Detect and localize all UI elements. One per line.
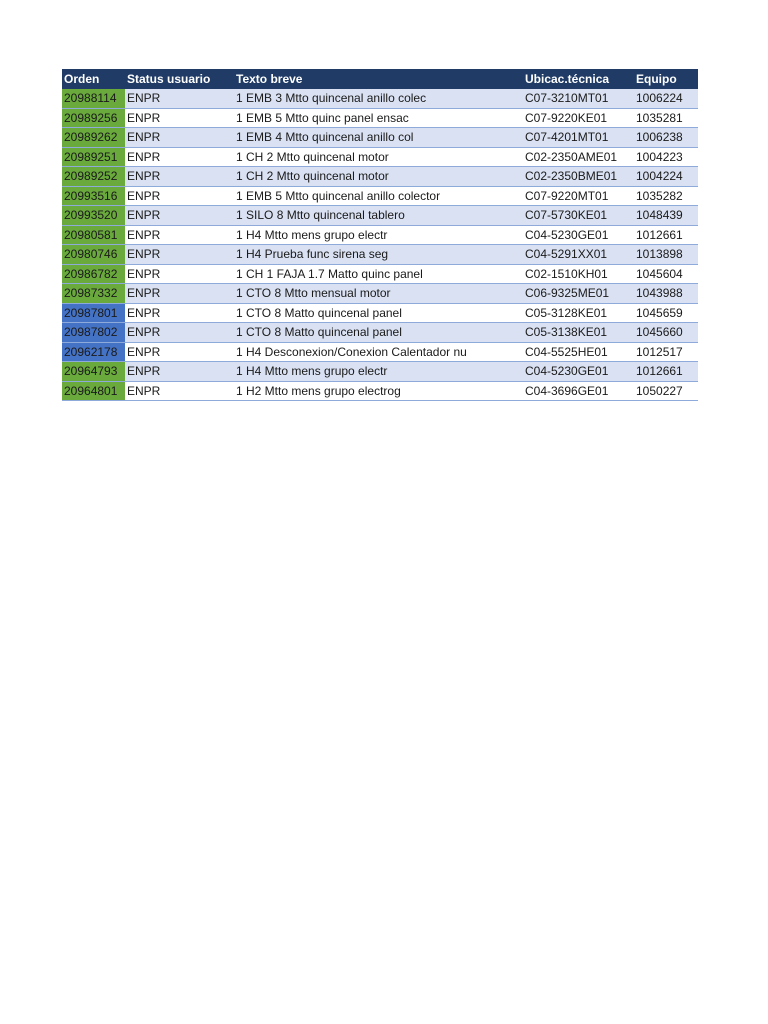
table-row	[62, 108, 698, 128]
cell-equipo[interactable]: 1048439	[634, 206, 698, 226]
cell-equipo[interactable]: 1004224	[634, 167, 698, 187]
cell-ubicacion-tecnica[interactable]: C07-9220MT01	[523, 186, 634, 206]
cell-texto-breve[interactable]: 1 SILO 8 Mtto quincenal tablero	[234, 206, 523, 226]
cell-status-usuario[interactable]: ENPR	[125, 264, 234, 284]
cell-status-usuario[interactable]: ENPR	[125, 342, 234, 362]
cell-orden[interactable]: 20987332	[62, 284, 125, 304]
cell-orden[interactable]: 20989252	[62, 167, 125, 187]
cell-equipo[interactable]: 1013898	[634, 245, 698, 265]
cell-status-usuario[interactable]: ENPR	[125, 147, 234, 167]
header-texto-breve[interactable]: Texto breve	[234, 69, 523, 89]
cell-ubicacion-tecnica[interactable]: C04-5525HE01	[523, 342, 634, 362]
cell-status-usuario[interactable]: ENPR	[125, 245, 234, 265]
cell-equipo[interactable]: 1043988	[634, 284, 698, 304]
table-row	[62, 128, 698, 148]
cell-orden[interactable]: 20989256	[62, 108, 125, 128]
cell-orden[interactable]: 20986782	[62, 264, 125, 284]
cell-ubicacion-tecnica[interactable]: C07-3210MT01	[523, 89, 634, 108]
cell-equipo[interactable]: 1012517	[634, 342, 698, 362]
cell-texto-breve[interactable]: 1 CH 2 Mtto quincenal motor	[234, 167, 523, 187]
cell-texto-breve[interactable]: 1 CTO 8 Matto quincenal panel	[234, 303, 523, 323]
table-row	[62, 323, 698, 343]
cell-texto-breve[interactable]: 1 EMB 3 Mtto quincenal anillo colec	[234, 89, 523, 108]
cell-status-usuario[interactable]: ENPR	[125, 284, 234, 304]
table-row	[62, 186, 698, 206]
header-orden[interactable]: Orden	[62, 69, 125, 89]
cell-ubicacion-tecnica[interactable]: C02-2350BME01	[523, 167, 634, 187]
cell-status-usuario[interactable]: ENPR	[125, 128, 234, 148]
cell-status-usuario[interactable]: ENPR	[125, 303, 234, 323]
cell-equipo[interactable]: 1012661	[634, 225, 698, 245]
cell-ubicacion-tecnica[interactable]: C04-5291XX01	[523, 245, 634, 265]
cell-texto-breve[interactable]: 1 H4 Mtto mens grupo electr	[234, 362, 523, 382]
cell-ubicacion-tecnica[interactable]: C02-2350AME01	[523, 147, 634, 167]
cell-ubicacion-tecnica[interactable]: C05-3138KE01	[523, 323, 634, 343]
table-row	[62, 284, 698, 304]
cell-texto-breve[interactable]: 1 H4 Prueba func sirena seg	[234, 245, 523, 265]
cell-orden[interactable]: 20962178	[62, 342, 125, 362]
header-status-usuario[interactable]: Status usuario	[125, 69, 234, 89]
cell-ubicacion-tecnica[interactable]: C05-3128KE01	[523, 303, 634, 323]
cell-status-usuario[interactable]: ENPR	[125, 323, 234, 343]
table-row	[62, 303, 698, 323]
cell-status-usuario[interactable]: ENPR	[125, 362, 234, 382]
cell-ubicacion-tecnica[interactable]: C02-1510KH01	[523, 264, 634, 284]
cell-equipo[interactable]: 1006224	[634, 89, 698, 108]
table-row	[62, 147, 698, 167]
spreadsheet-region	[62, 69, 698, 401]
cell-equipo[interactable]: 1045660	[634, 323, 698, 343]
table-header-row	[62, 69, 698, 89]
cell-ubicacion-tecnica[interactable]: C06-9325ME01	[523, 284, 634, 304]
cell-texto-breve[interactable]: 1 CH 2 Mtto quincenal motor	[234, 147, 523, 167]
cell-equipo[interactable]: 1045604	[634, 264, 698, 284]
table-row	[62, 342, 698, 362]
table-row	[62, 245, 698, 265]
header-equipo[interactable]: Equipo	[634, 69, 698, 89]
work-orders-table	[62, 69, 698, 401]
cell-ubicacion-tecnica[interactable]: C07-9220KE01	[523, 108, 634, 128]
cell-orden[interactable]: 20987801	[62, 303, 125, 323]
table-body	[62, 89, 698, 401]
table-row	[62, 362, 698, 382]
cell-equipo[interactable]: 1035281	[634, 108, 698, 128]
table-row	[62, 206, 698, 226]
cell-equipo[interactable]: 1004223	[634, 147, 698, 167]
cell-orden[interactable]: 20993516	[62, 186, 125, 206]
table-row	[62, 167, 698, 187]
table-row	[62, 381, 698, 401]
cell-status-usuario[interactable]: ENPR	[125, 206, 234, 226]
table-row	[62, 264, 698, 284]
cell-equipo[interactable]: 1045659	[634, 303, 698, 323]
cell-status-usuario[interactable]: ENPR	[125, 167, 234, 187]
cell-texto-breve[interactable]: 1 EMB 4 Mtto quincenal anillo col	[234, 128, 523, 148]
cell-status-usuario[interactable]: ENPR	[125, 186, 234, 206]
cell-texto-breve[interactable]: 1 H4 Desconexion/Conexion Calentador nu	[234, 342, 523, 362]
cell-status-usuario[interactable]: ENPR	[125, 225, 234, 245]
cell-texto-breve[interactable]: 1 H4 Mtto mens grupo electr	[234, 225, 523, 245]
cell-orden[interactable]: 20980581	[62, 225, 125, 245]
cell-orden[interactable]: 20989262	[62, 128, 125, 148]
cell-equipo[interactable]: 1035282	[634, 186, 698, 206]
cell-status-usuario[interactable]: ENPR	[125, 89, 234, 108]
cell-orden[interactable]: 20989251	[62, 147, 125, 167]
cell-texto-breve[interactable]: 1 H2 Mtto mens grupo electrog	[234, 381, 523, 401]
cell-equipo[interactable]: 1050227	[634, 381, 698, 401]
cell-ubicacion-tecnica[interactable]: C07-4201MT01	[523, 128, 634, 148]
cell-texto-breve[interactable]: 1 CH 1 FAJA 1.7 Matto quinc panel	[234, 264, 523, 284]
table-row	[62, 225, 698, 245]
cell-orden[interactable]: 20964801	[62, 381, 125, 401]
cell-equipo[interactable]: 1012661	[634, 362, 698, 382]
header-ubicacion-tecnica[interactable]: Ubicac.técnica	[523, 69, 634, 89]
cell-status-usuario[interactable]: ENPR	[125, 381, 234, 401]
cell-texto-breve[interactable]: 1 EMB 5 Mtto quincenal anillo colector	[234, 186, 523, 206]
cell-ubicacion-tecnica[interactable]: C04-3696GE01	[523, 381, 634, 401]
cell-texto-breve[interactable]: 1 CTO 8 Mtto mensual motor	[234, 284, 523, 304]
cell-ubicacion-tecnica[interactable]: C04-5230GE01	[523, 225, 634, 245]
cell-ubicacion-tecnica[interactable]: C04-5230GE01	[523, 362, 634, 382]
cell-equipo[interactable]: 1006238	[634, 128, 698, 148]
cell-ubicacion-tecnica[interactable]: C07-5730KE01	[523, 206, 634, 226]
cell-orden[interactable]: 20988114	[62, 89, 125, 108]
cell-orden[interactable]: 20987802	[62, 323, 125, 343]
cell-orden[interactable]: 20964793	[62, 362, 125, 382]
cell-orden[interactable]: 20980746	[62, 245, 125, 265]
table-row	[62, 89, 698, 108]
cell-orden[interactable]: 20993520	[62, 206, 125, 226]
cell-texto-breve[interactable]: 1 EMB 5 Mtto quinc panel ensac	[234, 108, 523, 128]
cell-texto-breve[interactable]: 1 CTO 8 Matto quincenal panel	[234, 323, 523, 343]
cell-status-usuario[interactable]: ENPR	[125, 108, 234, 128]
